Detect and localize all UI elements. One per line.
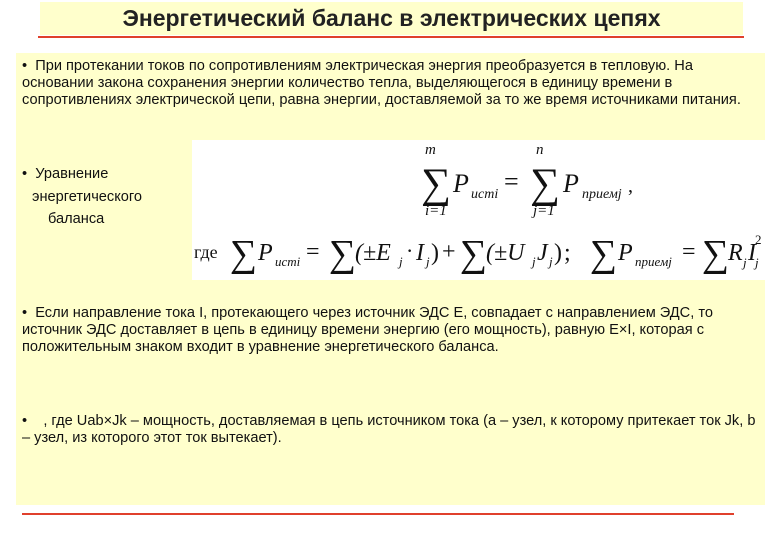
- comma: ,: [628, 175, 633, 197]
- page-title: Энергетический баланс в электрических цепях: [122, 5, 661, 31]
- equals-sign: =: [504, 167, 519, 196]
- label-line-1: Уравнение: [35, 166, 109, 182]
- subscript-j: j: [743, 255, 747, 270]
- source-subscript: истi: [471, 187, 499, 202]
- power-symbol: P: [618, 240, 633, 266]
- sum-lower-limit-j: j=1: [533, 203, 555, 219]
- bullet: •: [22, 413, 28, 429]
- sum-upper-limit-n: n: [536, 142, 544, 158]
- emf-term: (±E: [355, 240, 391, 266]
- paragraph-balance-equation-label: [22, 163, 192, 231]
- paragraph-heat-conversion: [22, 58, 760, 110]
- square-exponent: 2: [755, 232, 762, 247]
- sigma-symbol: ∑: [590, 233, 618, 275]
- subscript-j: j: [426, 254, 430, 269]
- paragraph-text: , где Uab×Jk – мощность, доставляемая в цепь источником тока (a – узел, к которому притекает ток Jk, b – узел, из которого этот ток вытекает).: [22, 413, 756, 447]
- power-symbol: P: [453, 169, 469, 198]
- paragraph-text: При протекании токов по сопротивлениям электрическая энергия преобразуется в тепловую. На основании закона сохранения энергии количество тепла, выделяющегося в единицу времени в сопротивлениях электрической цепи, равна энергии, доставляемой за то же время источниками питания.: [22, 58, 741, 109]
- close-paren: ): [554, 240, 562, 266]
- footer-rule: [22, 513, 734, 515]
- sigma-symbol: ∑: [329, 233, 357, 275]
- label-line-3: баланса: [48, 211, 105, 227]
- sigma-symbol: ∑: [702, 233, 730, 275]
- semicolon: ;: [564, 240, 571, 266]
- equation-panel: [192, 140, 765, 280]
- plus-sign: +: [442, 239, 456, 265]
- power-symbol: P: [258, 240, 273, 266]
- bullet: •: [22, 58, 28, 74]
- content-panel: [16, 53, 765, 505]
- paragraph-text: Если направление тока I, протекающего через источник ЭДС Е, совпадает с направлением ЭДС, то источник ЭДС доставляет в цепь в единицу времени энергию (его мощность), равную Е×I, которая с положительным знаком входит в уравнение энергетического баланса.: [22, 305, 713, 356]
- source-subscript: истi: [275, 254, 301, 269]
- sum-upper-limit-m: m: [425, 142, 436, 158]
- close-paren: ): [431, 240, 439, 266]
- title-banner: [40, 2, 743, 35]
- equals-sign: =: [306, 239, 320, 265]
- bullet: •: [22, 166, 28, 182]
- receiver-subscript: приемj: [582, 187, 622, 202]
- voltage-term: (±U: [486, 240, 525, 266]
- title-underline: [38, 36, 744, 38]
- subscript-j: j: [532, 254, 536, 269]
- balance-equations: [192, 140, 765, 280]
- power-symbol: P: [563, 169, 579, 198]
- source-current-symbol: J: [537, 240, 548, 266]
- paragraph-emf-source: [22, 305, 760, 357]
- equals-sign: =: [682, 239, 696, 265]
- current-symbol: I: [748, 240, 756, 266]
- multiply-dot: ·: [406, 238, 414, 263]
- label-line-2: энергетического: [32, 188, 143, 205]
- bullet: •: [22, 305, 28, 321]
- sigma-symbol: ∑: [230, 233, 258, 275]
- subscript-j: j: [549, 254, 553, 269]
- sum-lower-limit-i: i=1: [425, 203, 447, 219]
- paragraph-current-source: [22, 413, 760, 447]
- subscript-j: j: [755, 255, 759, 270]
- where-word: где: [194, 242, 218, 262]
- subscript-j: j: [399, 254, 403, 269]
- receiver-subscript: приемj: [635, 254, 672, 269]
- sigma-symbol: ∑: [460, 233, 488, 275]
- sigma-symbol: ∑: [530, 161, 560, 207]
- current-symbol: I: [416, 240, 424, 266]
- resistance-symbol: R: [728, 240, 743, 266]
- sigma-symbol: ∑: [421, 161, 451, 207]
